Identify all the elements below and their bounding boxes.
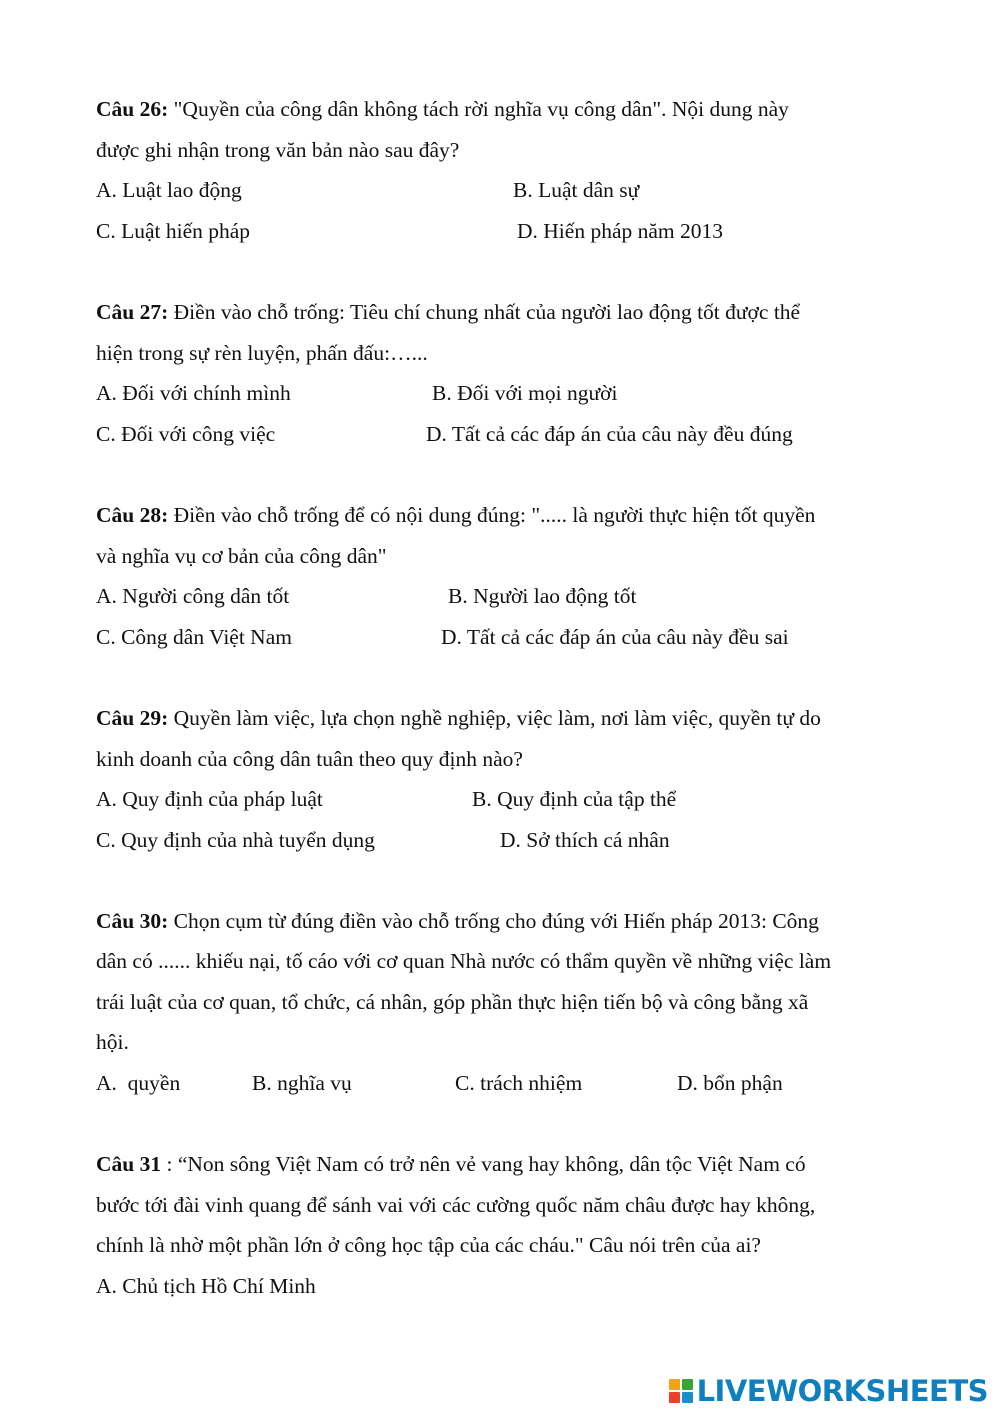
question-28-label: Câu 28: <box>96 503 169 527</box>
question-27-option-c[interactable]: C. Đối với công việc <box>96 422 276 446</box>
question-27-label: Câu 27: <box>96 300 169 324</box>
question-27-option-b[interactable]: B. Đối với mọi người <box>432 381 618 405</box>
question-29-line-1: Câu 29: Quyền làm việc, lựa chọn nghề nghiệp, việc làm, nơi làm việc, quyền tự do <box>96 706 821 730</box>
liveworksheets-brand <box>669 1374 988 1408</box>
question-29-line-2: kinh doanh của công dân tuân theo quy định nào? <box>96 747 523 771</box>
question-31-line-2: bước tới đài vinh quang để sánh vai với các cường quốc năm châu được hay không, <box>96 1193 816 1217</box>
question-30-line-3: trái luật của cơ quan, tổ chức, cá nhân, góp phần thực hiện tiến bộ và công bằng xã <box>96 990 809 1014</box>
question-26-option-c[interactable]: C. Luật hiến pháp <box>96 219 251 243</box>
question-29-option-b[interactable]: B. Quy định của tập thể <box>472 787 677 811</box>
question-31-option-a[interactable]: A. Chủ tịch Hồ Chí Minh <box>96 1274 316 1298</box>
question-26-option-a[interactable]: A. Luật lao động <box>96 178 242 202</box>
question-28-option-b[interactable]: B. Người lao động tốt <box>448 584 637 608</box>
question-29-option-a[interactable]: A. Quy định của pháp luật <box>96 787 323 811</box>
question-31-label: Câu 31 <box>96 1152 162 1176</box>
question-31-line-1: Câu 31 : “Non sông Việt Nam có trở nên vẻ vang hay không, dân tộc Việt Nam có <box>96 1152 806 1176</box>
question-28-option-d[interactable]: D. Tất cả các đáp án của câu này đều sai <box>441 625 789 649</box>
question-31-line-3: chính là nhờ một phần lớn ở công học tập của các cháu." Câu nói trên của ai? <box>96 1233 761 1257</box>
question-30-line-4: hội. <box>96 1030 129 1054</box>
liveworksheets-logo-icon <box>669 1379 693 1403</box>
logo-square-v <box>669 1392 680 1403</box>
question-26-label: Câu 26: <box>96 97 169 121</box>
question-27-option-a[interactable]: A. Đối với chính mình <box>96 381 291 405</box>
liveworksheets-wordmark: LIVEWORKSHEETS <box>696 1374 988 1408</box>
question-26-option-b[interactable]: B. Luật dân sự <box>513 178 640 202</box>
logo-square-l <box>669 1379 680 1390</box>
question-26-line-1: Câu 26: "Quyền của công dân không tách rời nghĩa vụ công dân". Nội dung này <box>96 97 789 121</box>
question-30-option-a[interactable]: A. quyền <box>96 1071 181 1095</box>
question-28-line-1: Câu 28: Điền vào chỗ trống để có nội dung đúng: "..... là người thực hiện tốt quyền <box>96 503 816 527</box>
question-30-line-2: dân có ...... khiếu nại, tố cáo với cơ quan Nhà nước có thẩm quyền về những việc làm <box>96 949 832 973</box>
question-27-line-1: Câu 27: Điền vào chỗ trống: Tiêu chí chung nhất của người lao động tốt được thể <box>96 300 801 324</box>
question-30-option-c[interactable]: C. trách nhiệm <box>455 1071 583 1095</box>
question-26-option-d[interactable]: D. Hiến pháp năm 2013 <box>517 219 724 243</box>
question-29-option-c[interactable]: C. Quy định của nhà tuyển dụng <box>96 828 375 852</box>
question-27-line-2: hiện trong sự rèn luyện, phấn đấu:…... <box>96 341 428 365</box>
question-28-line-2: và nghĩa vụ cơ bản của công dân" <box>96 544 387 568</box>
question-28-option-a[interactable]: A. Người công dân tốt <box>96 584 290 608</box>
question-29-option-d[interactable]: D. Sở thích cá nhân <box>500 828 670 852</box>
question-27-option-d[interactable]: D. Tất cả các đáp án của câu này đều đúng <box>426 422 793 446</box>
logo-square-i <box>682 1379 693 1390</box>
question-30-option-d[interactable]: D. bổn phận <box>677 1071 783 1095</box>
question-30-line-1: Câu 30: Chọn cụm từ đúng điền vào chỗ trống cho đúng với Hiến pháp 2013: Công <box>96 909 819 933</box>
question-28-option-c[interactable]: C. Công dân Việt Nam <box>96 625 292 649</box>
logo-square-e <box>682 1392 693 1403</box>
question-26-line-2: được ghi nhận trong văn bản nào sau đây? <box>96 138 460 162</box>
question-30-option-b[interactable]: B. nghĩa vụ <box>252 1071 352 1095</box>
question-30-label: Câu 30: <box>96 909 169 933</box>
question-29-label: Câu 29: <box>96 706 169 730</box>
